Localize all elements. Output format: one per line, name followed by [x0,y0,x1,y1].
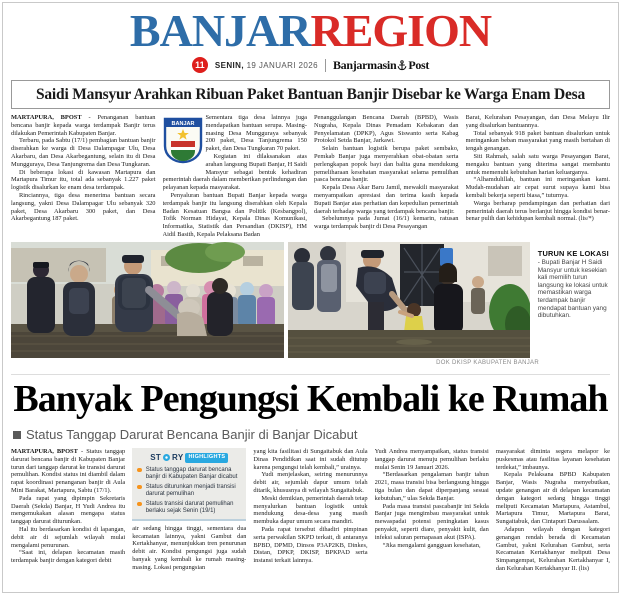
anchor-icon [397,60,407,71]
bullet-dot-icon [137,502,142,507]
article2-column-2 [132,448,246,576]
article2-subheadline [13,427,610,442]
emblem-label: BANJAR [171,121,194,127]
paragraph: Total sebanyak 918 paket bantuan disalurkan untuk meringankan beban masyarakat yang masih bertahan di tengah genangan. [465,129,610,153]
story-highlight-item [137,484,241,498]
article1-column-3 [314,114,459,238]
paragraph: Siti Rahmah, salah satu warga Pesayangan Barat, mengaku bantuan yang diterima sangat membantu untuk memenuhi kebutuhan harian keluarganya. [465,152,610,176]
story-highlight-text: Status tanggap darurat bencana banjir di Kabupaten Banjar dicabut [145,466,238,480]
story-highlight-text: Status diturunkan menjadi transisi darurat pemulihan [145,483,236,497]
paragraph: Pada rapat tersebut dihadiri pimpinan serta perwakilan SKPD terkait, di antaranya BPBD, DPMD, Dinsos P3AP2KB, Dinkes, Distan, DPKP, DKISP, BPKPAD serta instansi terkait lainnya. [253,525,368,565]
square-bullet-icon [13,431,21,439]
masthead-title-left: BANJAR [129,5,311,56]
paragraph: Terbaru, pada Sabtu (17/1) pembagian bantuan banjir diserahkan ke warga di Desa Dalampagar Ulu, Desa Akarbaru, dan Desa Akarbegantung, selain itu di Desa Mungguraya, Desa Tanjungrema dan Desa Tungkaran. [11,137,156,168]
story-highlight-text: Status transisi darurat pemulihan berlaku sejak Senin (19/1) [145,500,234,514]
paragraph: Sementara tiga desa lainnya juga mendapatkan bantuan serupa. Masing-masing Desa Mungguraya sebanyak 200 paket, Desa Tanjungrema 150 paket, dan Desa Tungkaran 70 paket. [205,114,307,153]
photo-caption-title: TURUN KE LOKASI [537,249,609,258]
photo-caption-text: - Bupati Banjar H Saidi Mansyur untuk kesekian kali memilih turun langsung ke lokasi untuk memastikan warga terdampak banjir mendapat bantuan yang dibutuhkan. [537,259,608,320]
paragraph: Meski demikian, pemerintah daerah tetap menyalurkan bantuan logistik untuk mendukung desa-desa yang masih membuka dapur umum secara mandiri. [253,494,368,526]
paragraph: Selain bantuan logistik berupa paket sembako, Pemkab Banjar juga menyerahkan obat-obatan serta perlengkapan popok bayi dan balita guna mendukung pemeliharaan kesehatan masyarakat selama pemulihan pasca bencana banjir. [314,145,459,184]
paragraph: Di beberapa lokasi di kawasan Martapura dan Martapura Timur itu, total ada sebanyak 1.227 paket logistik disalurkan ke enam desa terdampak. [11,168,156,192]
paragraph: Penyaluran bantuan Bupati Banjar kepada warga terdampak banjir itu langsung diserahkan oleh Kepala Badan Kesatuan Bangsa dan Politik (Kesbangpol), Tofik Norman Hidayat, Kepala Dinas Komunikasi, Informatika, Statistik dan Persandian (DKISP), HM Aidil Basith, Kepala Pelaksana Badan [162,191,307,238]
article2-column-5 [496,448,610,576]
banjar-regency-emblem [163,115,203,168]
story-highlights-badge: HIGHLIGHTS [185,453,228,463]
story-title-left: ST [150,453,162,462]
story-highlight-item [137,467,241,481]
flood-photo-right [288,242,530,358]
paragraph: “Saat ini, delapan kecamatan masih terdampak banjir dengan kategori debit [11,549,126,565]
paragraph: Barat, Kelurahan Pesayangan, dan Desa Melayu Ilir yang disalurkan bantuannya. [465,114,610,129]
paragraph: Hal itu berdasarkan kondisi di lapangan, debit air di sejumlah wilayah mulai mengalami penurunan. [11,525,126,549]
article2-dateline: MARTAPURA, BPOST [11,448,78,455]
article2-column-3 [253,448,367,576]
edition-day: SENIN, [214,60,244,70]
paragraph: yang kita fasilitasi di Sungaitabuk dan Aula Dinas Pendidikan saat ini sudah ditutup karena pengungsi telah kembali,” urainya. [253,448,368,471]
paragraph: Pada masa transisi pascabanjir ini Sekda Banjar juga mengimbau masyarakat untuk mewaspadai potensi peningkatan kasus penyakit, seperti diare, penyakit kulit, dan infeksi saluran pernapasan akut (ISPA). [374,502,489,541]
masthead [11,5,610,74]
brand-logo [333,58,429,73]
paragraph: Yudi menjelaskan, seiring menurunnya debit air, sejumlah dapur umum telah ditarik, khususnya di wilayah Sungaitabuk. [253,471,368,494]
story-title-right: RY [172,453,184,462]
paragraph: Yudi Andrea menyampaikan, status transisi tanggap darurat menuju pemulihan berlaku mulai Senin 19 Januari 2026. [374,448,489,471]
article1-headline-box [11,80,610,109]
edition-date-rest: 19 JANUARI 2026 [243,60,318,70]
photo-row [11,242,610,358]
paragraph: Sebelumnya pada Jumat (16/1) kemarin, ratusan warga terdampak banjir di Desa Pesayangan [314,215,459,231]
article2-subheadline-text: Status Tanggap Darurat Bencana Banjir di Banjar Dicabut [26,427,358,442]
bullet-dot-icon [137,468,142,473]
brand-name-right: Post [408,57,430,72]
brand-name-left: Banjarmasin [332,57,397,72]
paragraph: - Penanganan bantuan bencana banjir kepada warga terdampak Banjir terus dilakukan Pemerintah Kabupaten Banjar. [11,114,156,137]
paragraph: Kepala Pelaksana BPBD Kabupaten Banjar, Wasis Nugraha menyebutkan, update genangan air di delapan kecamatan dengan kategori sedang hingga tinggi meliputi Kecamatan Martapura, Astambul, Martapura Timur, Martapura Barat, Sungaitabuk, dan Cintapuri Darussalam. [495,471,611,526]
article1-dateline: MARTAPURA, BPOST [11,114,82,121]
paragraph: “Jika mengalami gangguan kesehatan, [382,541,481,549]
page-number-badge: 11 [192,57,208,73]
story-o-icon [163,454,170,461]
article1-headline: Saidi Mansyur Arahkan Ribuan Paket Bantuan Banjir Disebar ke Warga Enam Desa [35,86,586,103]
paragraph: Warga berharap pendampingan dan perhatian dari pemerintah daerah terus berlanjut hingga kondisi benar-benar pulih dan kehidupan kembali normal. (lis/*) [465,199,610,223]
divider [325,59,326,72]
photo-credit: DOK DKISP KABUPATEN BANJAR [436,360,539,366]
paragraph: air sedang hingga tinggi, sementara dua kecamatan lainnya, yakni Gambut dan Kertakhanyar, menunjukkan tren penurunan debit air. Kondisi pengungsi juga sudah banyak yang kembali ke rumah masing-masing. Lokasi pengungsian [132,524,247,571]
story-highlights-title [137,453,241,463]
newspaper-page [2,2,619,593]
story-highlights-box [132,448,246,521]
masthead-title-right: REGION [310,5,492,56]
paragraph: masyarakat diminta segera melapor ke puskesmas atau fasilitas layanan kesehatan terdekat,” imbaunya. [495,448,611,471]
article2-column-4 [375,448,489,576]
article2-headline: Banyak Pengungsi Kembali ke Rumah [13,378,608,420]
article1-column-2 [163,114,308,238]
flood-photo-left [11,242,284,358]
section-divider [11,374,610,375]
paragraph: Kegiatan ini dilaksanakan atas arahan langsung Bupati Banjar, H Saidi Mansyur sebagai bentuk kehadiran pemerintah daerah dalam memberikan perlindungan dan pelayanan kepada masyarakat. [162,152,307,192]
paragraph: “Berdasarkan pengalaman banjir tahun 2021, masa transisi bisa berlangsung hingga tiga bulan dan dapat diperpanjang sesuai kebutuhan,” ulas Sekda Banjar. [374,471,489,502]
article1-body [11,114,610,238]
paragraph: Kepala Desa Akar Baru Jamil, mewakili masyarakat menyampaikan apresiasi dan terima kasih kepada Bupati Banjar atas perhatian dan kepedulian pemerintah daerah terhadap warga yang terdampak bencana banjir. [314,184,459,215]
masthead-info-row [11,56,610,74]
paragraph: Pada rapat yang dipimpin Sekretaris Daerah (Sekda) Banjar, H Yudi Andrea itu mengemukakan alasan mengapa status tanggap darurat diturunkan. [11,494,126,526]
paragraph: Adapun wilayah dengan kategori genangan rendah berada di Kecamatan Gambut, yakni Kelurahan Gambut, serta Kecamatan Kertakhanyar meliputi Desa Simpangempat, Kelurahan Kertakhanyar I, dan Kelurahan Kertakhanyar II. (lis) [495,525,611,572]
article1-column-4 [466,114,611,238]
bullet-dot-icon [137,485,142,490]
paragraph: Rinciannya, tiga desa menerima bantuan secara langsung, yakni Desa Dalampagar Ulu sebanyak 320 paket, Desa Akarbaru 300 paket, dan Desa Akarbegantung 187 paket. [11,191,156,223]
article1-column-1 [11,114,156,238]
paragraph: “Alhamdulillah, bantuan ini meringankan kami. Mudah-mudahan air cepat surut supaya kami bisa kembali bekerja seperti biasa,” tuturnya. [465,176,610,199]
article2-body [11,448,610,576]
story-highlight-item [137,501,241,515]
paragraph: Penanggulangan Bencana Daerah (BPBD), Wasis Nugraha, Kepala Dinas Pemadam Kebakaran dan Penyelamatan (DPKP), Agus Siswanto serta Kabag Protokol Setda Banjar, Jarkawi. [314,114,459,145]
photo-caption [534,242,610,358]
page-title [11,5,610,56]
paragraph: - Status tanggap darurat bencana banjir di Kabupaten Banjar turun dari tanggap darurat ke transisi darurat pemulihan. Kondisi status ini diambil dalam rapat koordinasi penanganan banjir di Aula Mini Barakat, Martapura, Sabtu (17/1). [11,448,126,494]
edition-date [215,61,318,70]
article2-column-1 [11,448,125,576]
